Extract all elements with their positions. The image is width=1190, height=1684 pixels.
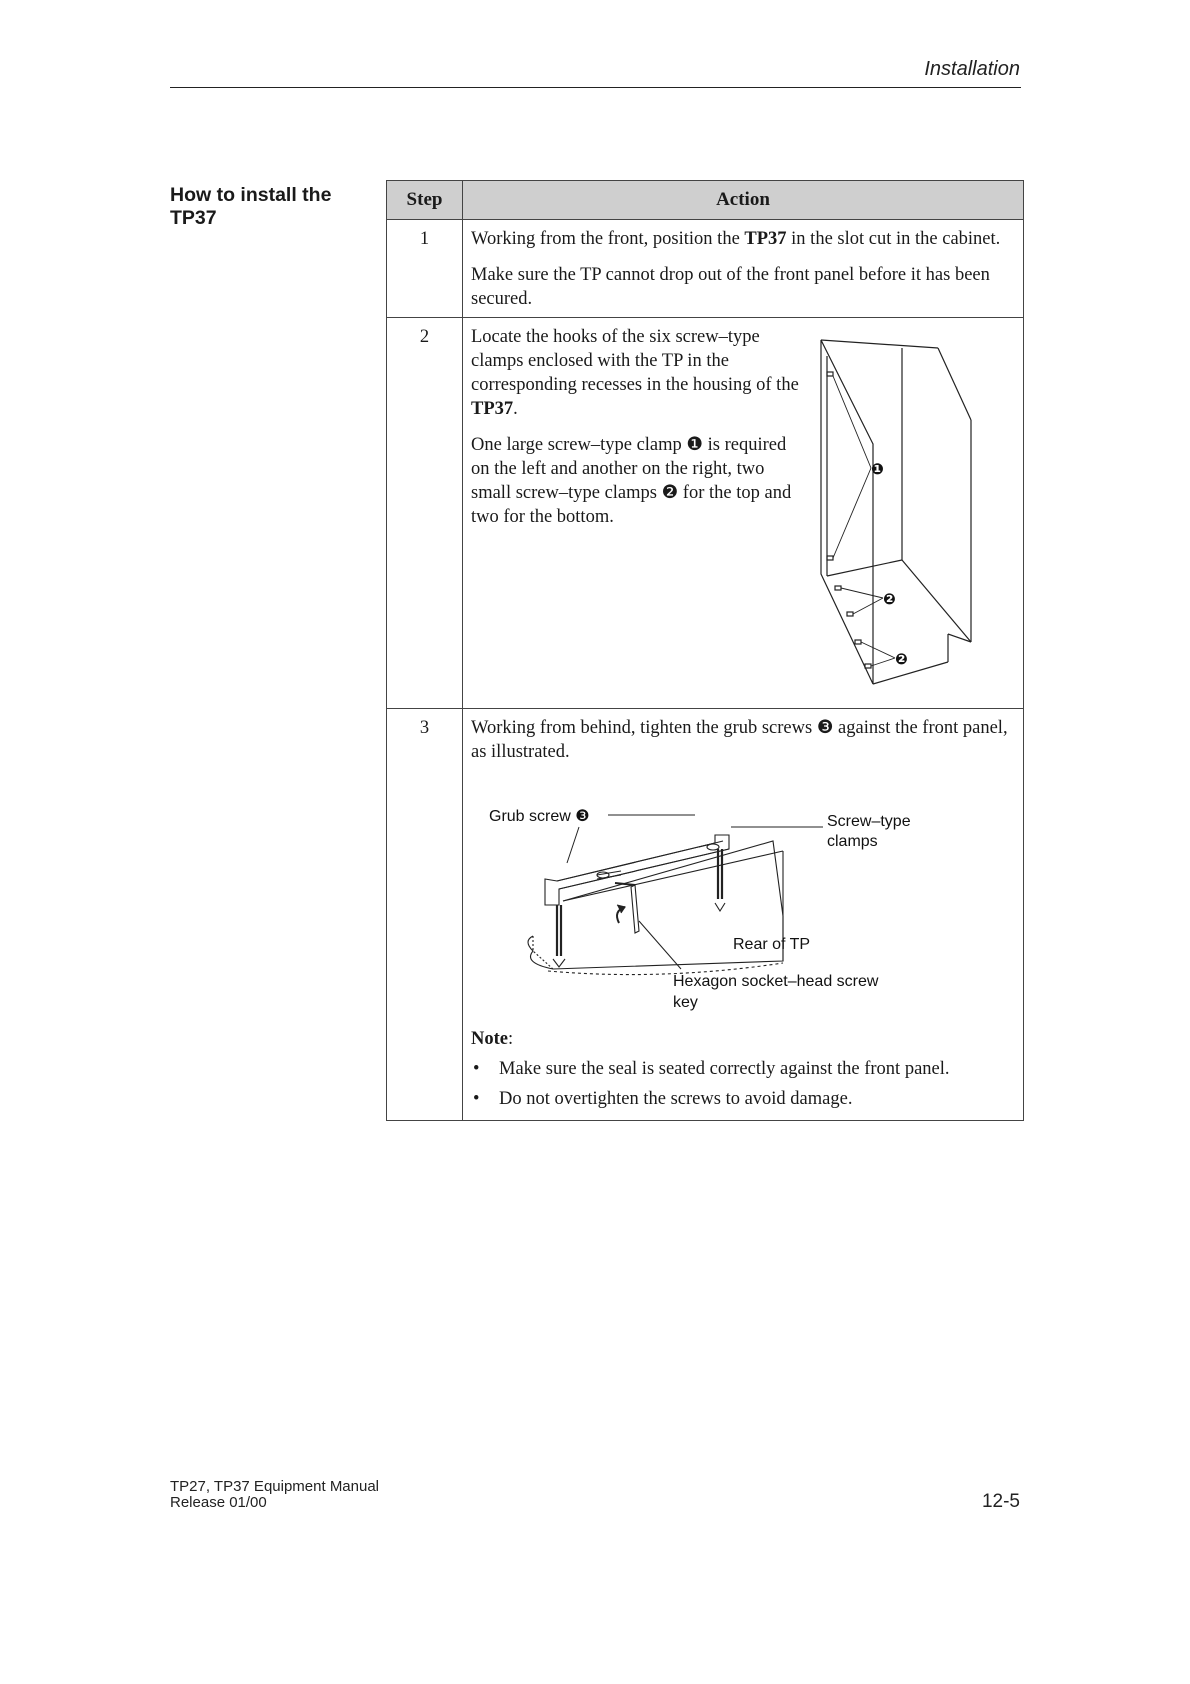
label-screw-type-clamps-2: clamps <box>827 833 878 850</box>
step-action <box>463 709 1024 1121</box>
callout-2-bottom: ❷ <box>895 650 908 668</box>
list-item: • Do not overtighten the screws to avoid damage. <box>473 1089 853 1109</box>
note-label: Note <box>471 1029 508 1049</box>
label-grub-screw: Grub screw ❸ <box>489 808 590 825</box>
procedure-heading: How to install the TP37 <box>170 184 332 229</box>
note-list <box>471 1057 1081 1111</box>
footer-manual-title: TP27, TP37 Equipment Manual <box>170 1478 380 1495</box>
table-row <box>387 318 1024 709</box>
grub-screw-figure <box>463 781 1023 1011</box>
footer-manual-info <box>170 1479 379 1511</box>
header-divider <box>170 87 1021 88</box>
action-paragraph: Working from the front, position the TP37 in the slot cut in the cabinet. <box>471 229 1001 249</box>
label-hex-key-1: Hexagon socket–head screw <box>673 973 879 990</box>
callout-2-top: ❷ <box>883 590 896 608</box>
product-name: TP37 <box>744 229 787 249</box>
product-name: TP37 <box>471 399 514 419</box>
footer-release: Release 01/00 <box>170 1494 267 1511</box>
note-block: Note: • Make sure the seal is seated correctly against the front panel. • Do not overtighten the screws to avoid damage. <box>471 1027 1081 1117</box>
column-header-action: Action <box>463 181 1024 220</box>
action-paragraph: Locate the hooks of the six screw–type clamps enclosed with the TP in the corresponding recesses in the housing of the TP37. <box>471 327 799 419</box>
label-hex-key-2: key <box>673 994 698 1011</box>
column-header-step: Step <box>387 181 463 220</box>
label-rear-of-tp: Rear of TP <box>733 936 811 953</box>
step-number: 3 <box>387 709 463 1121</box>
page-number: 12-5 <box>981 1491 1020 1512</box>
step-number: 2 <box>387 318 463 709</box>
steps-table <box>386 180 1024 1121</box>
section-title: Installation <box>924 58 1020 80</box>
step-action <box>463 220 1024 318</box>
action-paragraph: Make sure the TP cannot drop out of the front panel before it has been secured. <box>471 265 990 309</box>
table-row <box>387 220 1024 318</box>
callout-1: ❶ <box>871 460 884 478</box>
step-action <box>463 318 1024 709</box>
label-screw-type-clamps-1: Screw–type <box>827 813 911 830</box>
action-paragraph: One large screw–type clamp ❶ is required on the left and another on the right, two small screw–type clamps ❷ for the top and two for the bottom. <box>471 435 792 527</box>
clamp-position-figure <box>813 334 993 704</box>
table-header-row <box>387 181 1024 220</box>
table-row <box>387 709 1024 1121</box>
list-item: • Make sure the seal is seated correctly against the front panel. <box>473 1059 950 1079</box>
step-number: 1 <box>387 220 463 318</box>
action-paragraph: Working from behind, tighten the grub screws ❸ against the front panel, as illustrated. <box>471 718 1008 762</box>
